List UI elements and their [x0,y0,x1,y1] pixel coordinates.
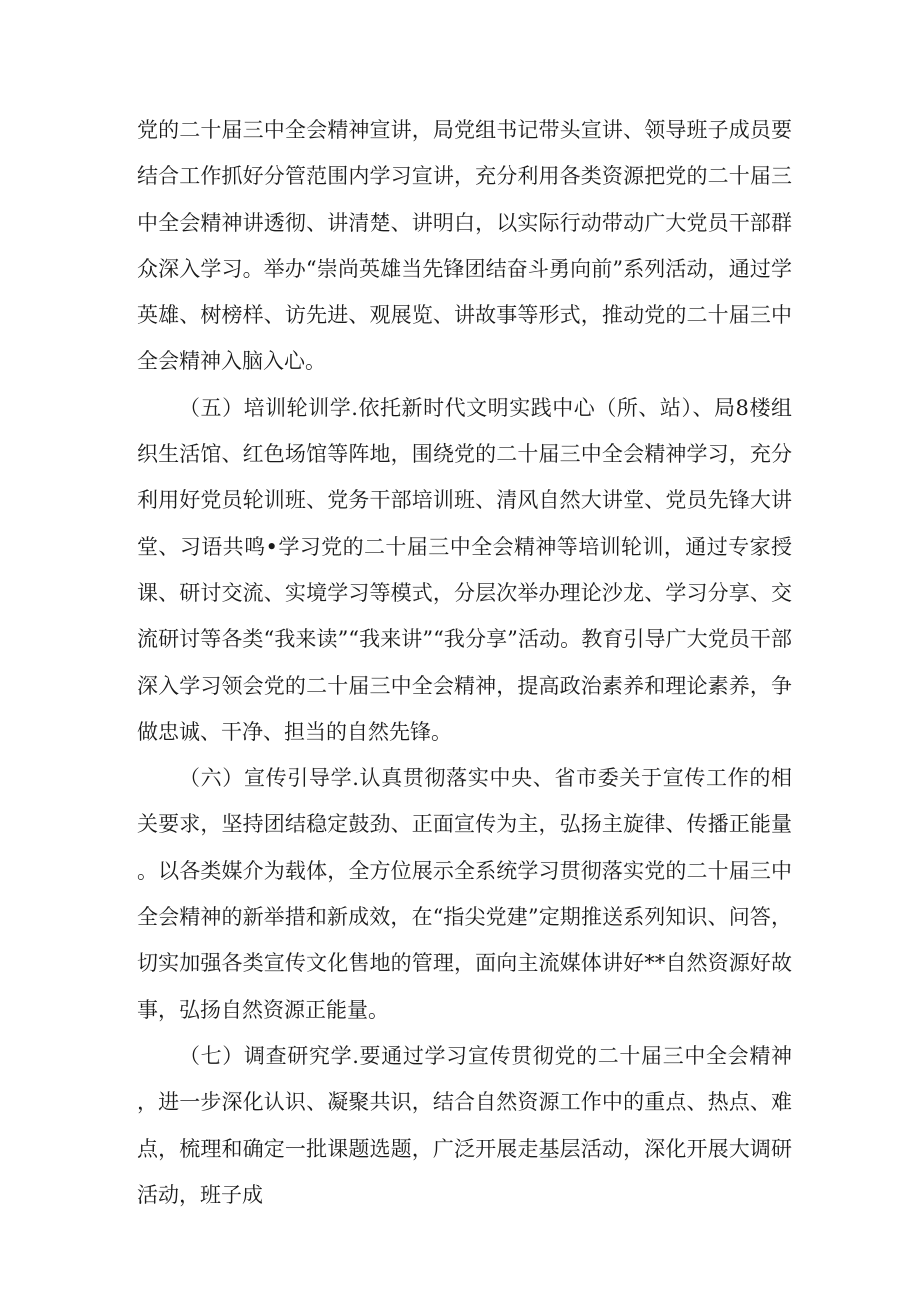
paragraph-training: （五）培训轮训学.依托新时代文明实践中心（所、站）、局8楼组织生活馆、红色场馆等阵地，围绕党的二十届三中全会精神学习，充分利用好党员轮训班、党务干部培训班、清风自然大讲堂、党员先锋大讲堂、习语共鸣•学习党的二十届三中全会精神等培训轮训，通过专家授课、研讨交流、实境学习等模式，分层次举办理论沙龙、学习分享、交流研讨等各类“我来读”“我来讲”“我分享”活动。教育引导广大党员干部深入学习领会党的二十届三中全会精神，提高政治素养和理论素养，争做忠诚、干净、担当的自然先锋。 [137,395,792,744]
document-body [137,107,792,1218]
paragraph-continuation: 党的二十届三中全会精神宣讲，局党组书记带头宣讲、领导班子成员要结合工作抓好分管范围内学习宣讲，充分利用各类资源把党的二十届三中全会精神讲透彻、讲清楚、讲明白，以实际行动带动广大党员干部群众深入学习。举办“崇尚英雄当先锋团结奋斗勇向前”系列活动，通过学英雄、树榜样、访先进、观展览、讲故事等形式，推动党的二十届三中全会精神入脑入心。 [137,118,792,374]
paragraph-publicity: （六）宣传引导学.认真贯彻落实中央、省市委关于宣传工作的相关要求，坚持团结稳定鼓劲、正面宣传为主，弘扬主旋律、传播正能量。以各类媒介为载体，全方位展示全系统学习贯彻落实党的二十届三中全会精神的新举措和新成效，在“指尖党建”定期推送系列知识、问答，切实加强各类宣传文化售地的管理，面向主流媒体讲好**自然资源好故事，弘扬自然资源正能量。 [137,766,792,1022]
paragraph-research: （七）调查研究学.要通过学习宣传贯彻党的二十届三中全会精神，进一步深化认识、凝聚共识，结合自然资源工作中的重点、热点、难点，梳理和确定一批课题选题，广泛开展走基层活动，深化开展大调研活动，班子成 [137,1043,792,1207]
